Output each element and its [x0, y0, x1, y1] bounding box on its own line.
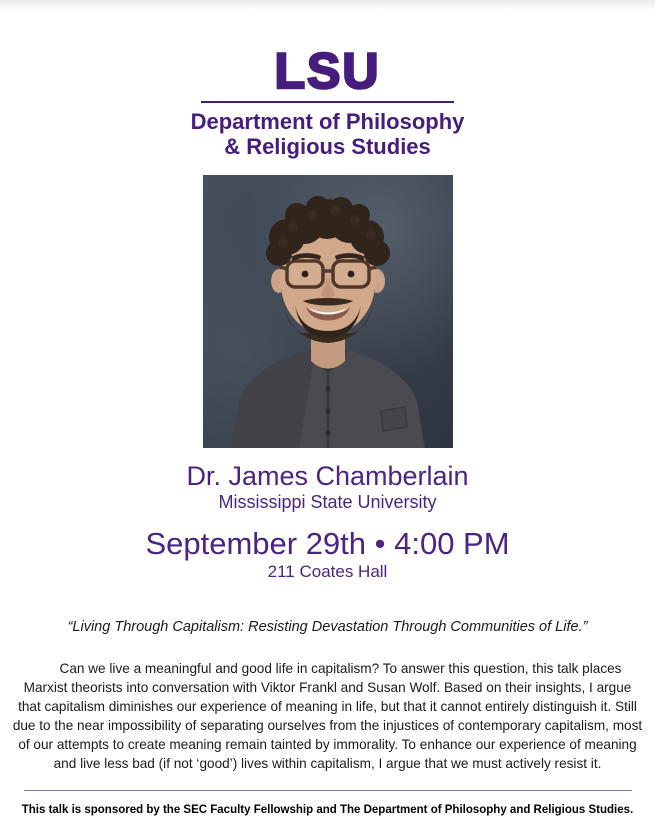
talk-title: “Living Through Capitalism: Resisting Devastation Through Communities of Life.” [67, 619, 588, 635]
event-datetime: September 29th • 4:00 PM [145, 526, 510, 561]
footer-divider [24, 790, 632, 791]
speaker-name: Dr. James Chamberlain [186, 461, 469, 491]
logo-divider [201, 101, 454, 103]
speaker-portrait-illustration [203, 175, 453, 448]
speaker-photo [203, 175, 453, 448]
talk-abstract: Can we live a meaningful and good life in capitalism? To answer this question, this talk places Marxist theorists into conversation with Viktor Frankl and Susan Wolf. Based on their insights, I argue that capitalism diminishes our experience of meaning in life, but that it cannot entirely distinguish it. Still due to the near impossibility of separating ourselves from the injustices of contemporary capitalism, most of our attempts to create meaning remain tainted by immorality. To enhance our experience of meaning and live less bad (if not ‘good’) lives within capitalism, I argue that we must actively resist it. [12, 661, 643, 771]
event-location: 211 Coates Hall [267, 562, 388, 581]
speaker-affiliation: Mississippi State University [218, 492, 437, 512]
lsu-logo: LSU [274, 43, 381, 99]
sponsor-note: This talk is sponsored by the SEC Faculty Fellowship and The Department of Philosophy and Religious Studies. [21, 804, 634, 816]
department-name-line1: Department of Philosophy [190, 109, 465, 134]
department-name [191, 109, 465, 159]
department-name-line2: & Religious Studies [224, 134, 431, 159]
